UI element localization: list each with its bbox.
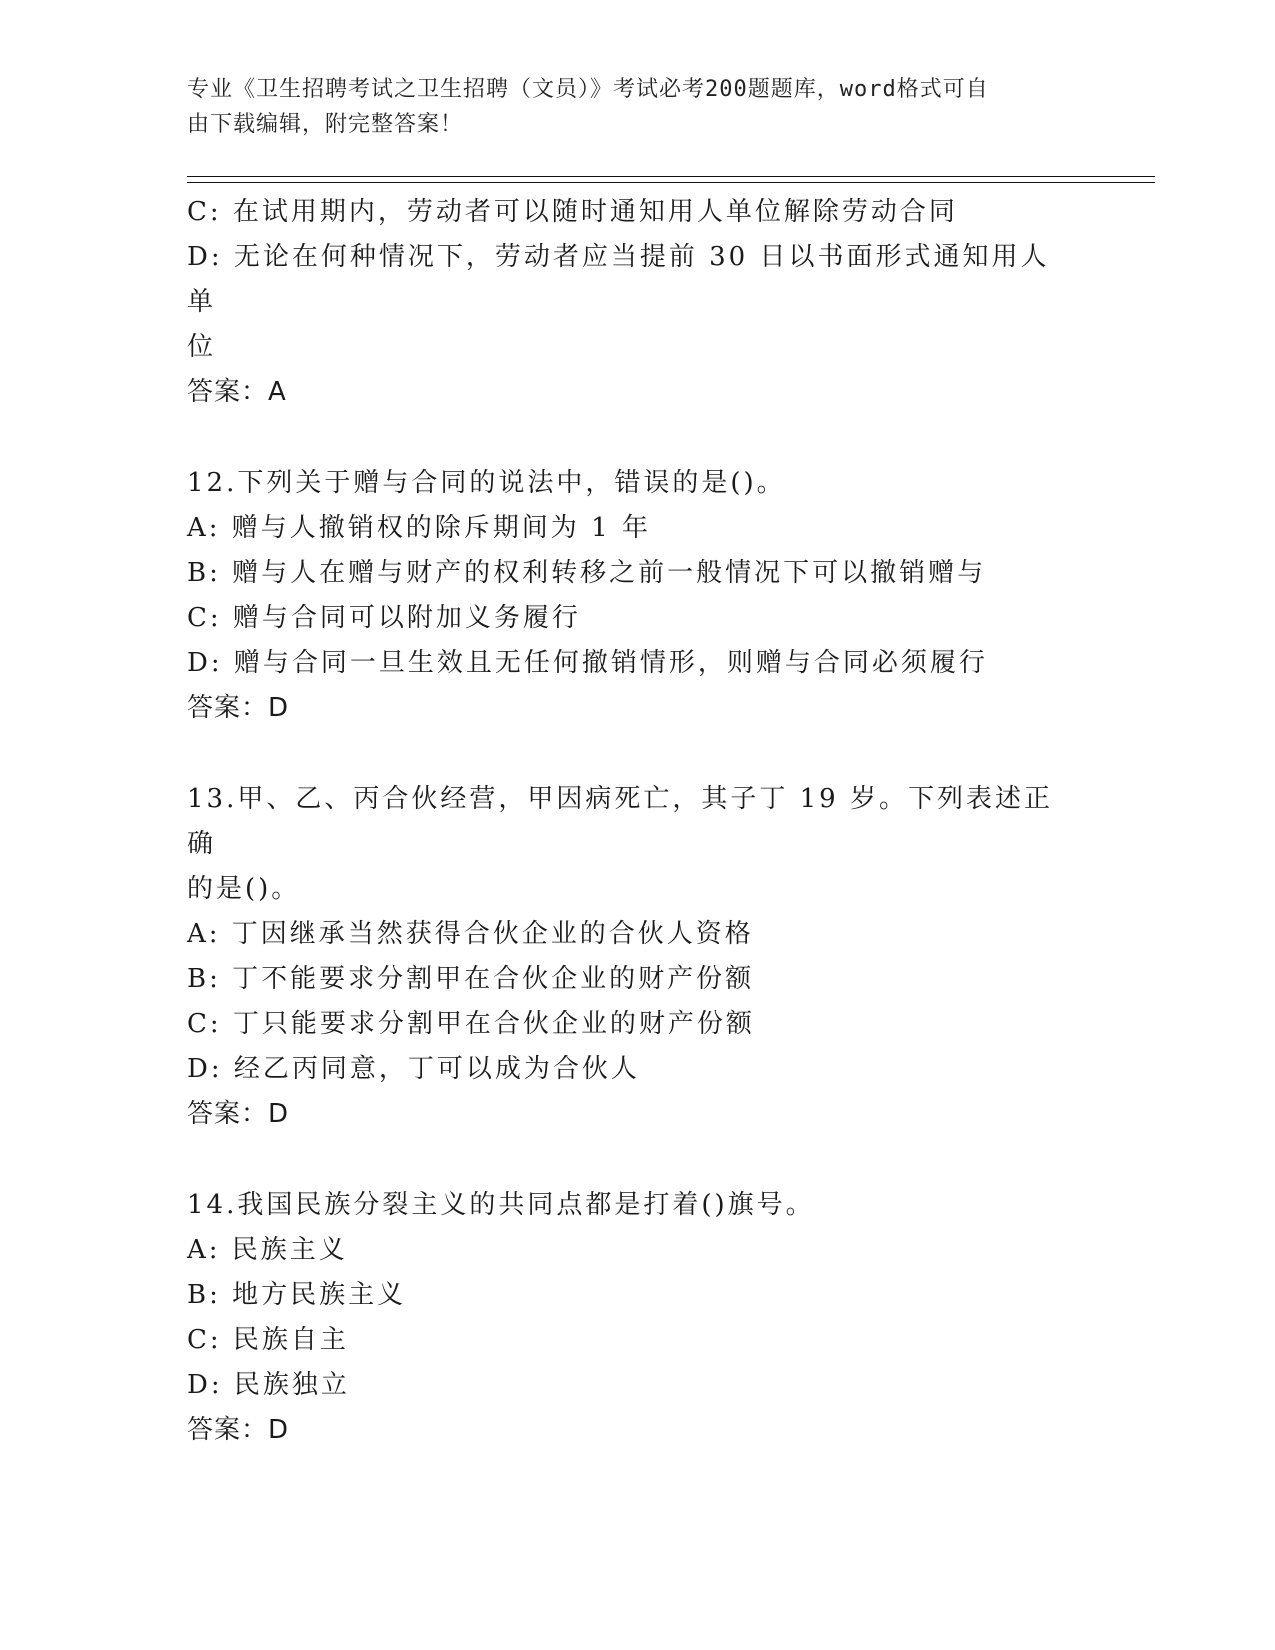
option-a: A: 丁因继承当然获得合伙企业的合伙人资格 <box>187 919 754 949</box>
option-d: D: 民族独立 <box>187 1370 350 1400</box>
option-b: B: 丁不能要求分割甲在合伙企业的财产份额 <box>187 964 755 994</box>
answer: 答案：D <box>187 1099 290 1129</box>
option-c: C: 赠与合同可以附加义务履行 <box>187 603 581 633</box>
option-d: D: 赠与合同一旦生效且无任何撤销情形，则赠与合同必须履行 <box>187 648 988 678</box>
option-d-continued: 位 <box>187 332 217 362</box>
option-d: D: 无论在何种情况下，劳动者应当提前 30 日以书面形式通知用人单 <box>187 242 1050 317</box>
option-a: A: 赠与人撤销权的除斥期间为 1 年 <box>187 513 651 543</box>
spacer <box>187 1137 1067 1183</box>
option-b: B: 地方民族主义 <box>187 1280 407 1310</box>
answer: 答案：A <box>187 377 287 407</box>
option-c: C: 丁只能要求分割甲在合伙企业的财产份额 <box>187 1009 755 1039</box>
document-header <box>187 72 1067 142</box>
question-block-13 <box>187 777 1067 1137</box>
header-line-1: 专业《卫生招聘考试之卫生招聘（文员）》考试必考200题题库，word格式可自 <box>187 77 989 102</box>
spacer <box>187 415 1067 461</box>
option-d: D: 经乙丙同意，丁可以成为合伙人 <box>187 1054 640 1084</box>
option-c: C: 在试用期内，劳动者可以随时通知用人单位解除劳动合同 <box>187 197 958 227</box>
question-text: 12.下列关于赠与合同的说法中，错误的是()。 <box>187 468 786 498</box>
question-text: 14.我国民族分裂主义的共同点都是打着()旗号。 <box>187 1190 815 1220</box>
spacer <box>187 731 1067 777</box>
header-line-2: 由下载编辑，附完整答案！ <box>187 112 464 137</box>
answer: 答案：D <box>187 1415 290 1445</box>
question-block-11-tail <box>187 190 1067 415</box>
question-text-continued: 的是()。 <box>187 874 301 904</box>
option-a: A: 民族主义 <box>187 1235 348 1265</box>
option-b: B: 赠与人在赠与财产的权利转移之前一般情况下可以撤销赠与 <box>187 558 987 588</box>
header-divider-top <box>187 176 1155 177</box>
document-body <box>187 190 1067 1453</box>
question-block-12 <box>187 461 1067 731</box>
question-block-14 <box>187 1183 1067 1453</box>
question-text: 13.甲、乙、丙合伙经营，甲因病死亡，其子丁 19 岁。下列表述正确 <box>187 784 1053 859</box>
answer: 答案：D <box>187 693 290 723</box>
header-divider-bottom <box>187 182 1155 183</box>
option-c: C: 民族自主 <box>187 1325 349 1355</box>
